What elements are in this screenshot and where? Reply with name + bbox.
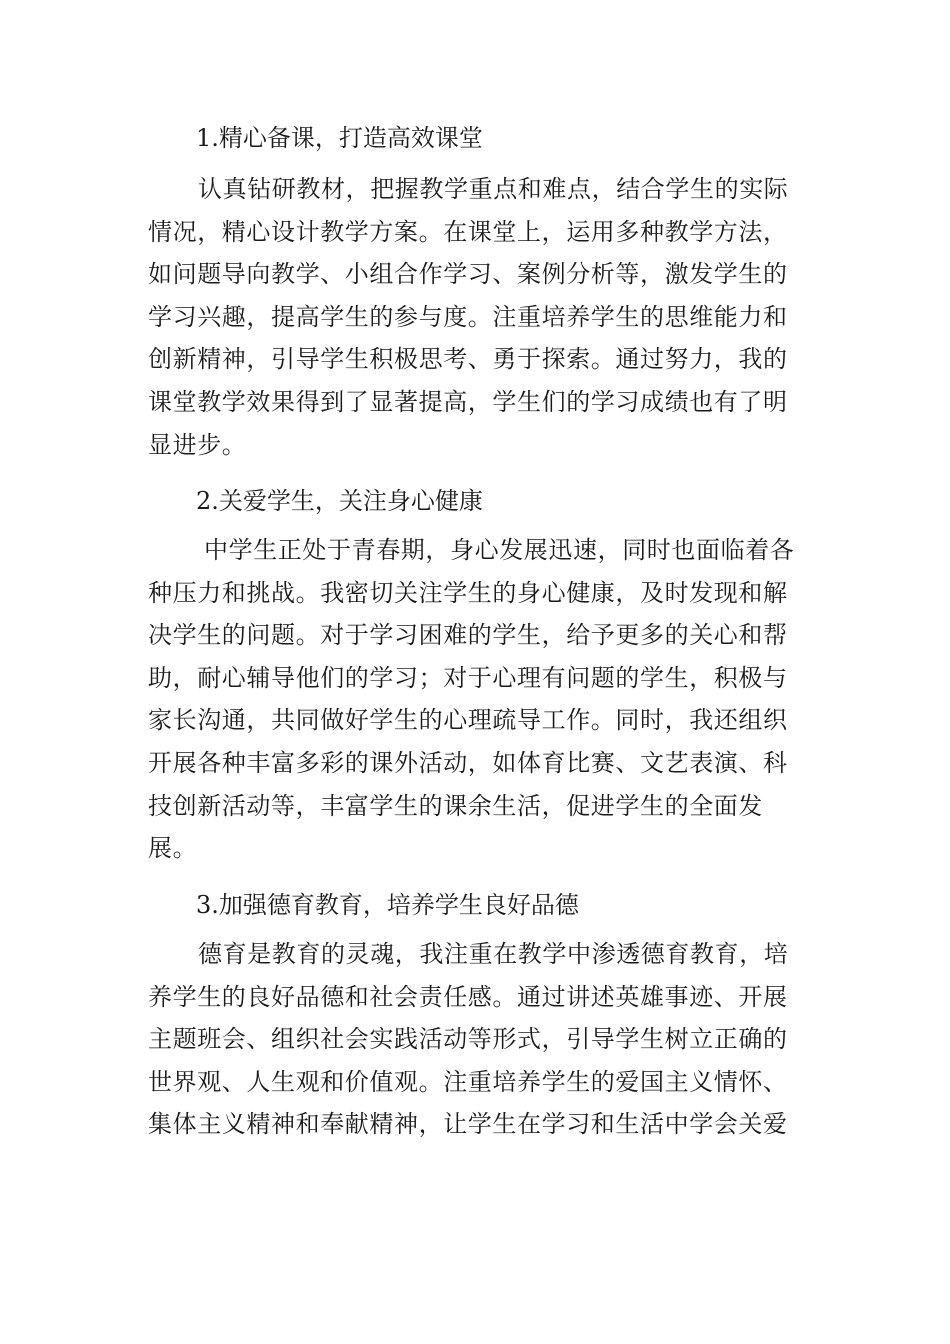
section-heading-3: 3.加强德育教育，培养学生良好品德 — [196, 891, 579, 919]
paragraph-line: 中学生正处于青春期，身心发展迅速，同时也面临着各 — [204, 536, 795, 564]
section-heading-1: 1.精心备课，打造高效课堂 — [196, 124, 483, 152]
section-body-3 — [148, 933, 808, 1146]
paragraph-line: 决学生的问题。对于学习困难的学生，给予更多的关心和帮 — [148, 621, 788, 650]
paragraph-line: 展。 — [148, 834, 198, 863]
paragraph-line: 种压力和挑战。我密切关注学生的身心健康，及时发现和解 — [148, 578, 788, 607]
paragraph-line: 世界观、人生观和价值观。注重培养学生的爱国主义情怀、 — [148, 1067, 788, 1096]
paragraph-line: 学习兴趣，提高学生的参与度。注重培养学生的思维能力和 — [148, 302, 788, 331]
section-body-1 — [148, 168, 808, 466]
section-heading-2: 2.关爱学生，关注身心健康 — [196, 487, 483, 515]
paragraph-line: 家长沟通，共同做好学生的心理疏导工作。同时，我还组织 — [148, 706, 788, 735]
paragraph-line: 认真钻研教材，把握教学重点和难点，结合学生的实际 — [198, 175, 789, 203]
paragraph-line: 情况，精心设计教学方案。在课堂上，运用多种教学方法， — [148, 217, 788, 246]
paragraph-line: 集体主义精神和奉献精神，让学生在学习和生活中学会关爱 — [148, 1110, 788, 1139]
paragraph-line: 如问题导向教学、小组合作学习、案例分析等，激发学生的 — [148, 260, 788, 289]
paragraph-line: 德育是教育的灵魂，我注重在教学中渗透德育教育，培 — [198, 940, 789, 968]
paragraph-line: 主题班会、组织社会实践活动等形式，引导学生树立正确的 — [148, 1025, 788, 1054]
paragraph-line: 课堂教学效果得到了显著提高，学生们的学习成绩也有了明 — [148, 387, 788, 416]
paragraph-line: 助，耐心辅导他们的学习；对于心理有问题的学生，积极与 — [148, 663, 788, 692]
section-body-2 — [148, 529, 808, 870]
paragraph-line: 创新精神，引导学生积极思考、勇于探索。通过努力，我的 — [148, 345, 788, 374]
paragraph-line: 开展各种丰富多彩的课外活动，如体育比赛、文艺表演、科 — [148, 748, 788, 777]
paragraph-line: 显进步。 — [148, 430, 247, 459]
paragraph-line: 技创新活动等，丰富学生的课余生活，促进学生的全面发 — [148, 791, 763, 820]
paragraph-line: 养学生的良好品德和社会责任感。通过讲述英雄事迹、开展 — [148, 982, 788, 1011]
